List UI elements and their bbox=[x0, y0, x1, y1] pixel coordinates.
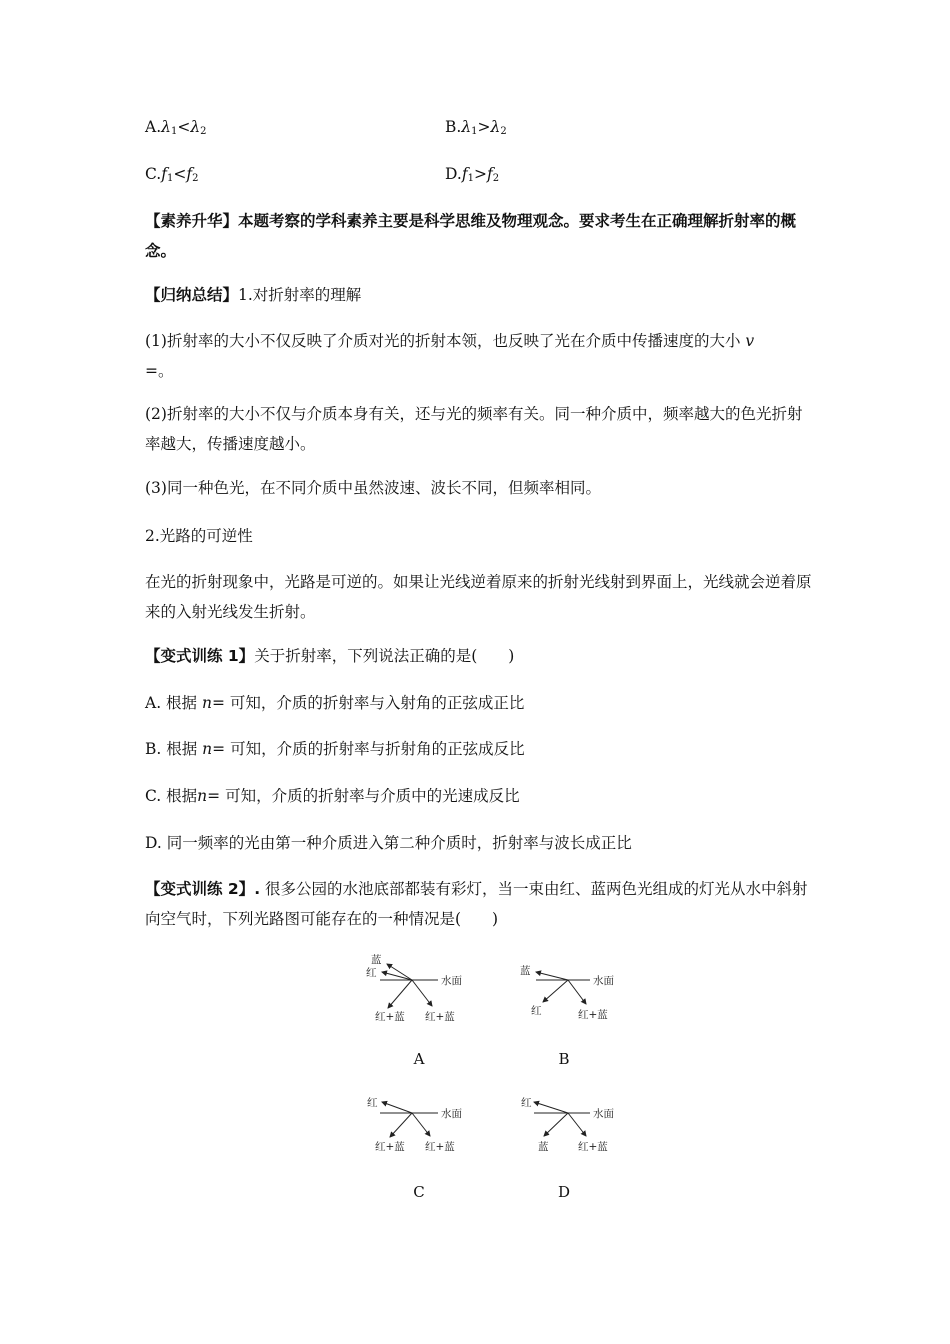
diagram-a bbox=[360, 952, 470, 1026]
summary-heading bbox=[145, 280, 815, 310]
training1-tag: 【变式训练 1】 bbox=[145, 647, 255, 665]
ray-reflected bbox=[412, 1113, 430, 1136]
summary-p2: (2)折射率的大小不仅与介质本身有关，还与光的频率有关。同一种介质中，频率越大的色光折射率越大，传播速度越小。 bbox=[145, 405, 803, 453]
training1-option-a: A. 根据 n= 可知，介质的折射率与入射角的正弦成正比 bbox=[145, 694, 525, 712]
caption-b: B bbox=[558, 1050, 570, 1068]
summary-title1: 1.对折射率的理解 bbox=[238, 286, 362, 304]
caption-a: A bbox=[413, 1050, 425, 1068]
summary-title2: 2.光路的可逆性 bbox=[145, 527, 253, 545]
training1-option-b: B. 根据 n= 可知，介质的折射率与折射角的正弦成反比 bbox=[145, 740, 525, 758]
option-a: $A.\lambda_1<\lambda_2$ bbox=[145, 118, 207, 137]
ray-reflected bbox=[412, 980, 432, 1006]
training2-tag: 【变式训练 2】 bbox=[145, 880, 255, 898]
svg-text:水面: 水面 bbox=[441, 1108, 462, 1120]
option-c: $C.f_1<f_2$ bbox=[145, 165, 199, 184]
training1-option-c: C. 根据n= 可知，介质的折射率与介质中的光速成反比 bbox=[145, 787, 520, 805]
training1-question: 【变式训练 1】关于折射率，下列说法正确的是( ) bbox=[145, 647, 515, 665]
svg-text:红+蓝: 红+蓝 bbox=[425, 1141, 455, 1153]
svg-text:红+蓝: 红+蓝 bbox=[375, 1011, 405, 1023]
summary-p3: (3)同一种色光，在不同介质中虽然波速、波长不同，但频率相同。 bbox=[145, 479, 601, 497]
ray-blue bbox=[387, 964, 412, 980]
svg-text:红: 红 bbox=[521, 1097, 532, 1109]
summary-tag: 【归纳总结】 bbox=[145, 286, 239, 304]
svg-text:红+蓝: 红+蓝 bbox=[578, 1141, 608, 1153]
training2-question: 【变式训练 2】. 很多公园的水池底部都装有彩灯，当一束由红、蓝两色光组成的灯光从水中斜射向空气时，下列光路图可能存在的一种情况是( ) bbox=[145, 880, 808, 928]
svg-text:水面: 水面 bbox=[441, 975, 462, 987]
svg-text:红+蓝: 红+蓝 bbox=[578, 1009, 608, 1021]
ray-incident bbox=[388, 980, 412, 1008]
summary-p4: 在光的折射现象中，光路是可逆的。如果让光线逆着原来的折射光线射到界面上，光线就会逆着原来的入射光线发生折射。 bbox=[145, 573, 812, 621]
svg-text:蓝: 蓝 bbox=[371, 954, 382, 966]
caption-d: D bbox=[557, 1183, 571, 1201]
ray-red bbox=[534, 1102, 568, 1113]
suyang-text: 本题考察的学科素养主要是科学思维及物理观念。要求考生在正确理解折射率的概念。 bbox=[145, 212, 797, 260]
training1-option-d: D. 同一频率的光由第一种介质进入第二种介质时，折射率与波长成正比 bbox=[145, 834, 632, 852]
svg-text:红: 红 bbox=[366, 967, 377, 979]
summary-p1: (1)折射率的大小不仅反映了介质对光的折射本领，也反映了光在介质中传播速度的大小 v =。 bbox=[145, 332, 755, 380]
svg-text:红: 红 bbox=[531, 1005, 542, 1017]
option-d: $D.f_1>f_2$ bbox=[445, 165, 500, 184]
option-b: $B.\lambda_1>\lambda_2$ bbox=[445, 118, 507, 137]
svg-text:水面: 水面 bbox=[593, 975, 614, 987]
svg-text:蓝: 蓝 bbox=[520, 965, 531, 977]
ray-incident bbox=[390, 1113, 412, 1137]
svg-text:水面: 水面 bbox=[593, 1108, 614, 1120]
suyang-paragraph bbox=[145, 206, 815, 266]
ray-reflected bbox=[568, 1113, 586, 1136]
svg-text:蓝: 蓝 bbox=[538, 1141, 549, 1153]
suyang-tag: 【素养升华】 bbox=[145, 212, 239, 230]
diagram-c bbox=[360, 1090, 470, 1164]
ray-reflected bbox=[568, 980, 586, 1004]
caption-c: C bbox=[413, 1183, 425, 1201]
diagram-d bbox=[518, 1090, 628, 1164]
svg-text:红+蓝: 红+蓝 bbox=[425, 1011, 455, 1023]
ray-red bbox=[382, 1102, 412, 1113]
ray-red bbox=[543, 980, 568, 1002]
ray-blue bbox=[536, 972, 568, 980]
ray-blue bbox=[544, 1113, 568, 1136]
svg-text:红+蓝: 红+蓝 bbox=[375, 1141, 405, 1153]
svg-text:红: 红 bbox=[367, 1097, 378, 1109]
ray-red bbox=[382, 972, 412, 980]
diagram-b bbox=[518, 952, 628, 1026]
